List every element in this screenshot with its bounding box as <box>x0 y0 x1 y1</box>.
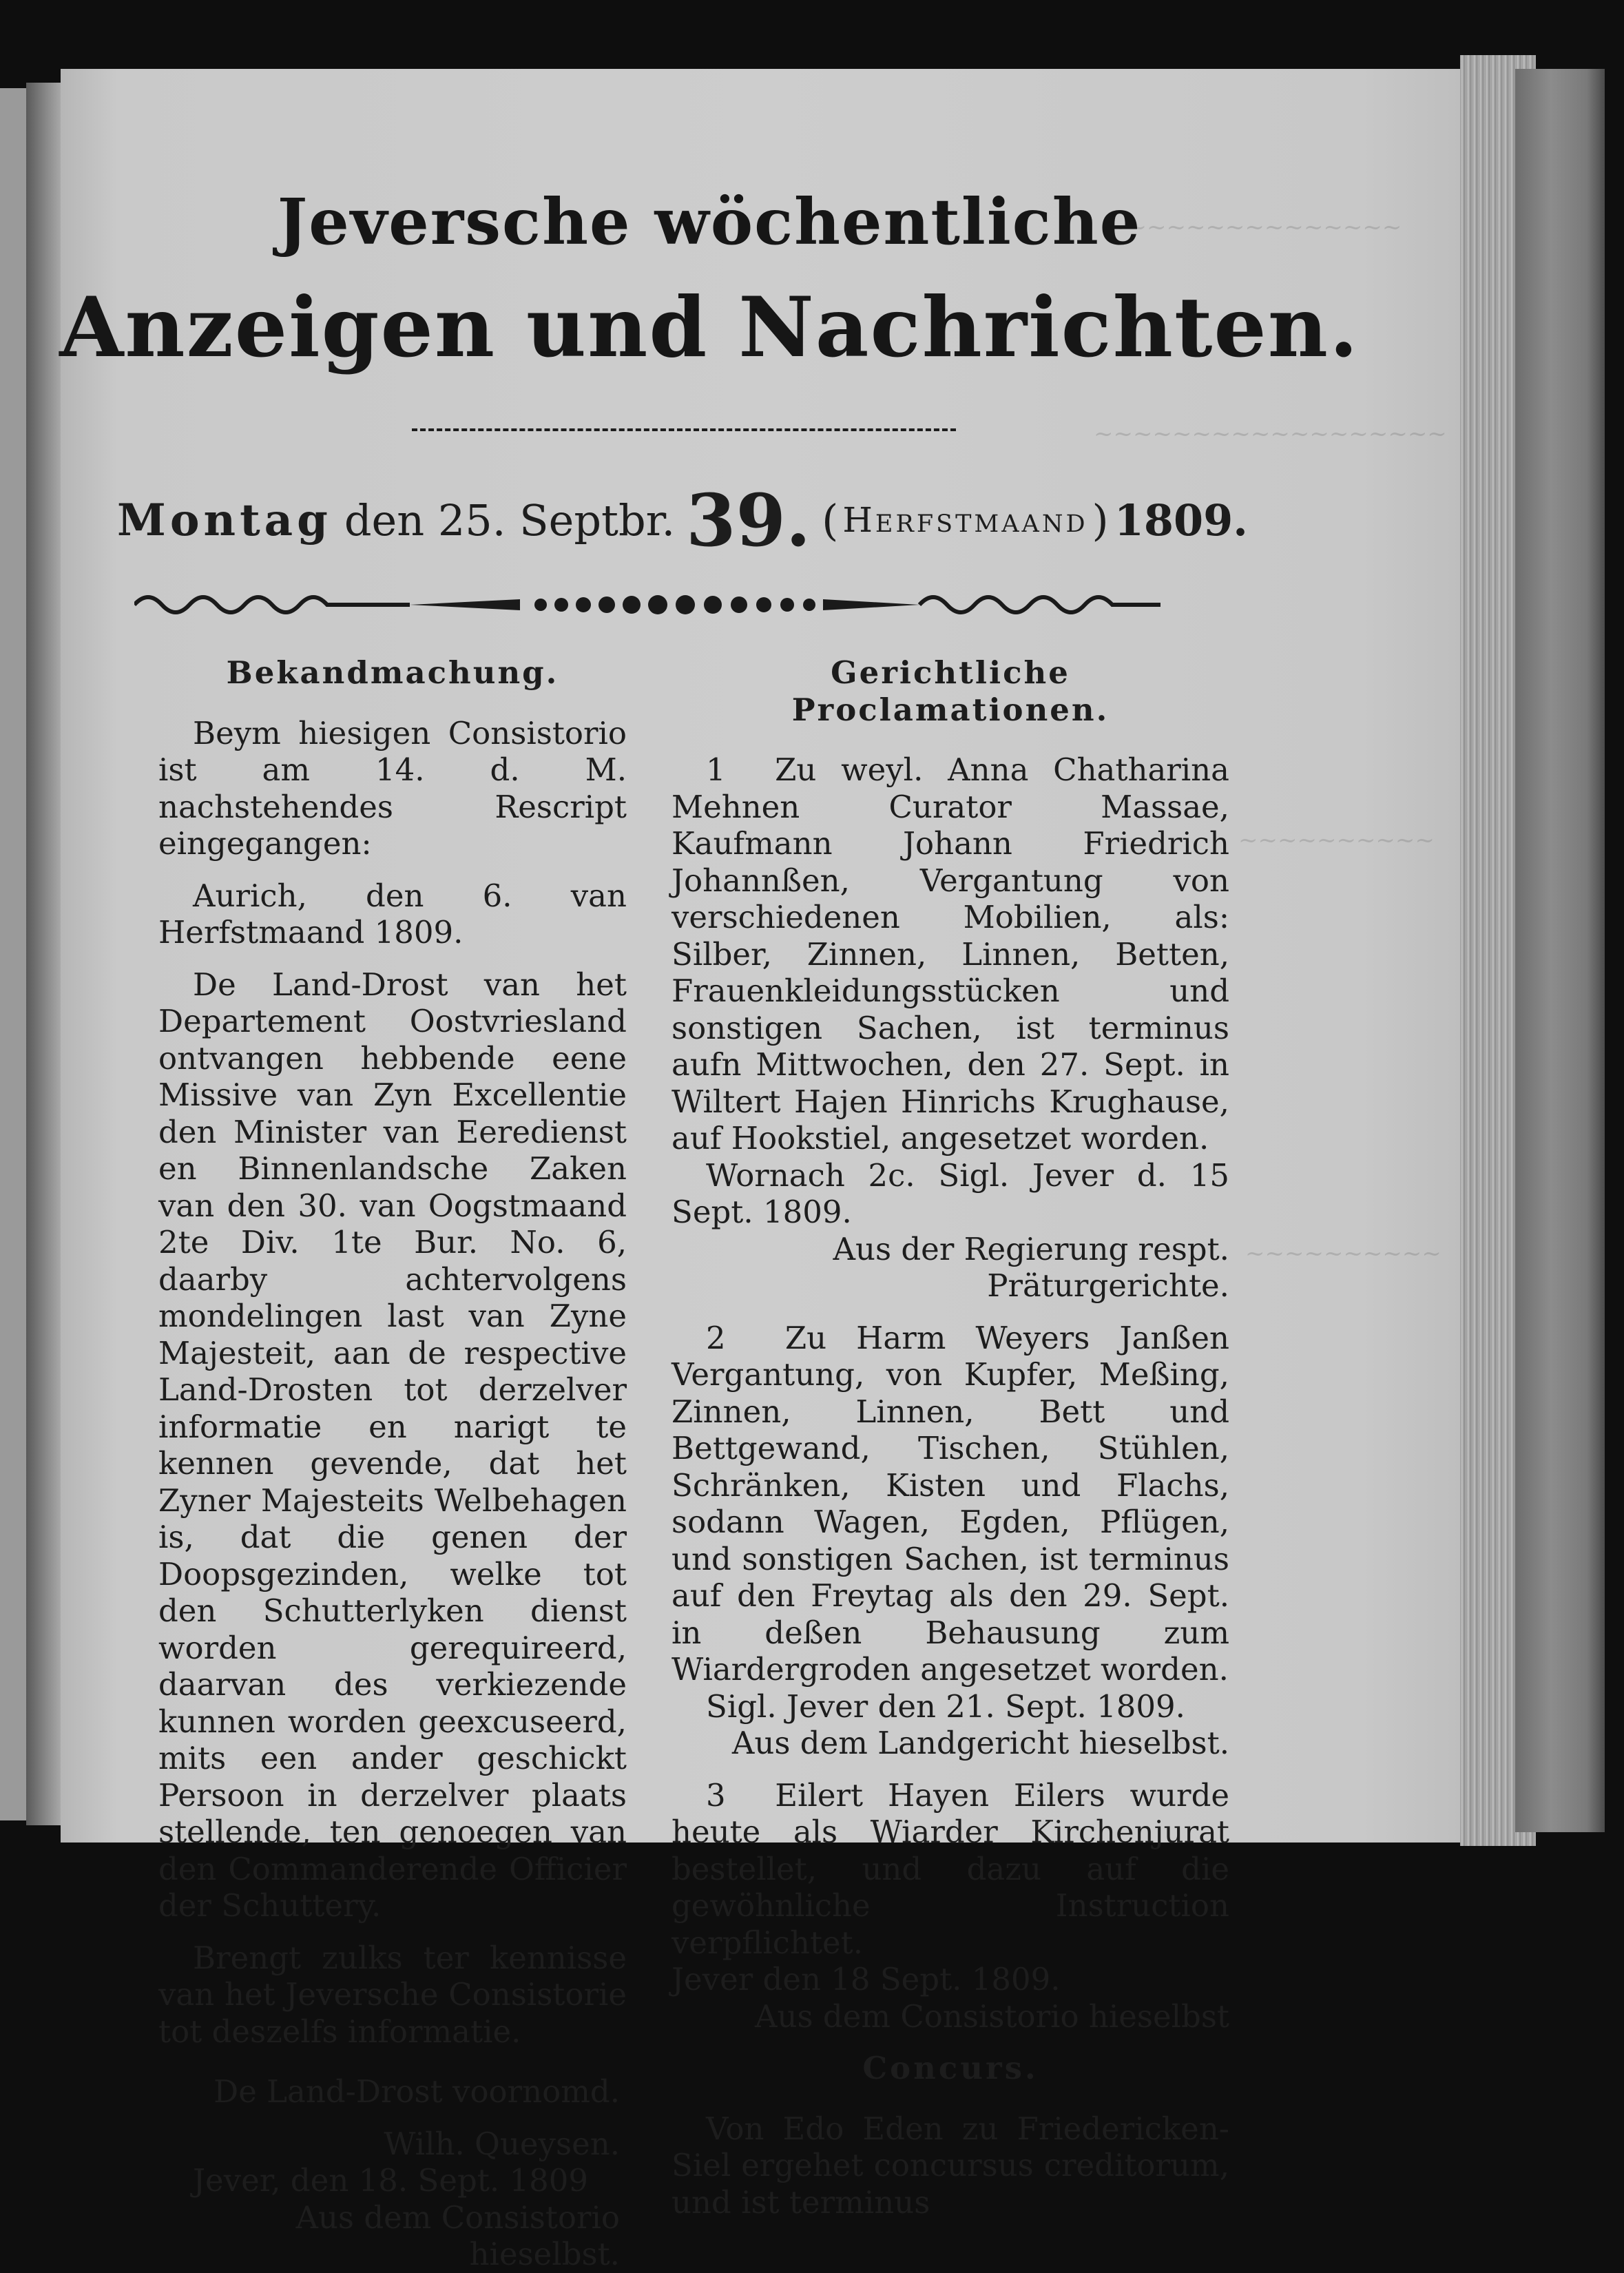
proclamation-item <box>672 1777 1229 1962</box>
rescript-body: De Land-Drost van het Departement Oostvriesland ontvangen hebbende eene Missive van Zyn Excellentie den Minister van Eeredienst en Binnenlandsche Zaken van den 30. van Oogstmaand 2te Div. 1te Bur. No. 6, daarby achtervolgens mondelingen last van Zyne Majesteit, aan de respective Land-Drosten tot derzelver informatie en narigt te kennen gevende, dat het Zyner Majesteits Welbehagen is, dat die genen der Doopsgezinden, welke tot den Schutterlyken dienst worden gerequireerd, daarvan des verkiezende kunnen worden geexcuseerd, mits een ander geschickt Persoon in derzelver plaats stellende, ten genoegen van den Commanderende Officier der Schuttery. <box>158 966 627 1924</box>
item-closing: Wornach 2c. Sigl. Jever d. 15 Sept. 1809. <box>672 1156 1229 1230</box>
item-number: 1 <box>706 751 726 788</box>
item-text: Zu weyl. Anna Chatharina Mehnen Curator Massae, Kaufmann Johann Friedrich Johannßen, Vergantung von verschiedenen Mobilien, als: Silber, Zinnen, Linnen, Betten, Frauenkleidungsstücken und sonstigen Sachen, ist terminus aufn Mittwochen, den 27. Sept. in Wiltert Hajen Hinrichs Krughause, auf Hookstiel, angesetzet worden. <box>672 751 1229 1156</box>
item-source: Aus dem Consistorio hieselbst <box>755 1997 1229 2035</box>
proclamation-item <box>672 751 1229 1157</box>
announcement-paragraph: Beym hiesigen Consistorio ist am 14. d. M. nachstehendes Rescript eingegangen: <box>158 714 627 862</box>
item-text: Eilert Hayen Eilers wurde heute als Wiarder Kirchenjurat bestellet, und dazu auf die gewöhnliche Instruction verpflichtet. <box>672 1776 1230 1961</box>
masthead-rule <box>412 428 956 431</box>
item-closing: Jever den 18 Sept. 1809. <box>672 1961 1061 1997</box>
proclamation-item <box>672 1320 1229 1688</box>
issue-year: 1809. <box>1114 495 1248 546</box>
left-column <box>158 654 627 2273</box>
source-line: Aus dem Consistorio hieselbst. <box>295 2199 620 2272</box>
signature-name: Wilh. Queysen. <box>384 2125 620 2162</box>
item-text: Zu Harm Weyers Janßen Vergantung, von Kupfer, Meßing, Zinnen, Linnen, Bett und Bettgewand, Tischen, Stühlen, Schränken, Kisten und Flachs, sodann Wagen, Egden, Pflügen, und sonstigen Sachen, ist terminus auf den Freytag als den 29. Sept. in deßen Behausung zum Wiardergroden angesetzet worden. <box>672 1319 1229 1688</box>
book-cover-edge <box>1515 69 1605 1832</box>
place-date: Jever, den 18. Sept. 1809 <box>193 2162 588 2199</box>
item-number: 3 <box>706 1776 726 1814</box>
issue-number: 39. <box>686 477 811 563</box>
concurs-text: Von Edo Eden zu Friedericken-Siel ergehet concursus creditorum, und ist terminus <box>672 2110 1229 2221</box>
ornamental-rule <box>134 584 1160 625</box>
proclamations-heading: Gerichtliche Proclamationen. <box>791 654 1110 728</box>
item-number: 2 <box>706 1319 726 1356</box>
show-through-text: ~~~~~~~~~~ <box>1245 1240 1441 1267</box>
signature-title: De Land-Drost voornomd. <box>214 2073 620 2110</box>
rescript-closing: Brengt zulks ter kennisse van het Jeversche Consistorie tot deszelfs informatie. <box>158 1939 627 2050</box>
issue-month: Herfstmaand <box>842 500 1088 540</box>
item-closing: Sigl. Jever den 21. Sept. 1809. <box>706 1688 1185 1725</box>
announcement-heading: Bekandmachung. <box>226 654 559 691</box>
show-through-text: ~~~~~~~~~~~~~~~~~~ <box>1094 420 1447 448</box>
concurs-heading: Concurs. <box>862 2050 1039 2086</box>
masthead-line-1: Jeversche wöchentliche <box>277 185 1142 259</box>
previous-page-edge <box>0 88 26 1820</box>
show-through-text: ~~~~~~~~~~ <box>1238 827 1435 854</box>
issue-date: den 25. Septbr. <box>344 495 676 546</box>
rescript-dateline: Aurich, den 6. van Herfstmaand 1809. <box>158 877 627 951</box>
item-source: Aus der Regierung respt. Präturgerichte. <box>833 1230 1229 1304</box>
issue-dateline: Montag den 25. Septbr. 39. ( Herfstmaand ) 1809. <box>117 477 1248 563</box>
masthead-line-2: Anzeigen und Nachrichten. <box>59 279 1360 376</box>
issue-day: Montag <box>117 494 332 546</box>
show-through-text: ~~~~~~~~~~~~~~~ <box>1107 214 1402 241</box>
item-source: Aus dem Landgericht hieselbst. <box>731 1725 1229 1761</box>
right-column <box>672 654 1229 2221</box>
